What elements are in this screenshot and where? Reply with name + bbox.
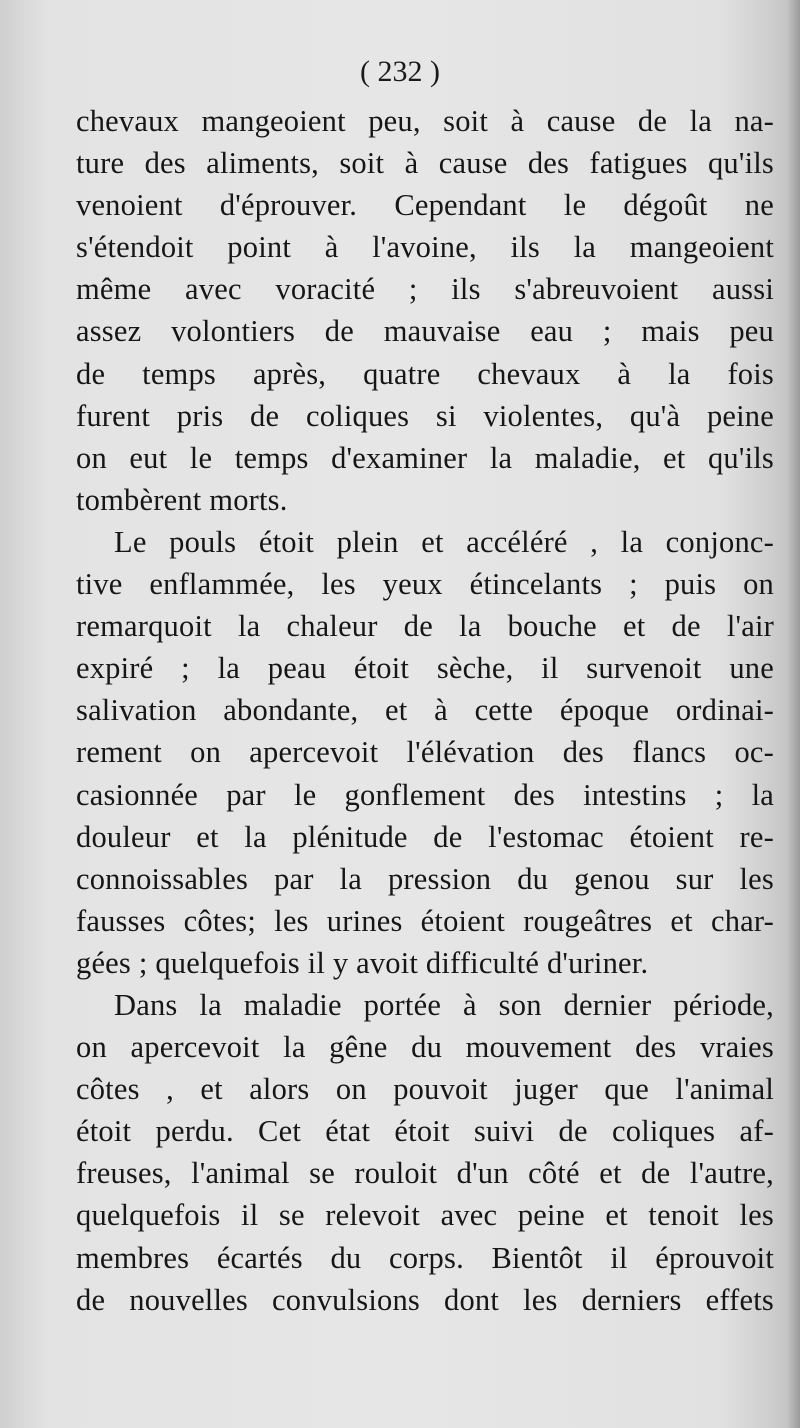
text-line: membres écartés du corps. Bientôt il éprouvoit <box>76 1240 774 1275</box>
text-line: Dans la maladie portée à son dernier période, <box>114 987 774 1022</box>
text-line: chevaux mangeoient peu, soit à cause de la na- <box>76 104 774 138</box>
text-line: assez volontiers de mauvaise eau ; mais peu <box>76 314 774 349</box>
text-line: de nouvelles convulsions dont les derniers effets <box>76 1282 774 1317</box>
text-line: furent pris de coliques si violentes, qu'à peine <box>76 398 774 433</box>
text-line: Le pouls étoit plein et accéléré , la conjonc- <box>114 524 774 559</box>
text-line: freuses, l'animal se rouloit d'un côté et de l'autre, <box>76 1156 774 1191</box>
text-line: on eut le temps d'examiner la maladie, et qu'ils <box>76 440 774 475</box>
text-line: s'étendoit point à l'avoine, ils la mangeoient <box>76 230 774 265</box>
text-line: fausses côtes; les urines étoient rougeâtres et char- <box>76 903 774 938</box>
body-text <box>76 100 774 1321</box>
text-line: même avec voracité ; ils s'abreuvoient aussi <box>76 272 774 307</box>
text-line: venoient d'éprouver. Cependant le dégoût ne <box>76 188 774 223</box>
text-line: salivation abondante, et à cette époque ordinai- <box>76 693 774 728</box>
text-line: ture des aliments, soit à cause des fatigues qu'ils <box>76 146 774 181</box>
page-edge-shadow <box>786 0 800 1428</box>
text-line: côtes , et alors on pouvoit juger que l'animal <box>76 1072 774 1107</box>
text-line: expiré ; la peau étoit sèche, il survenoit une <box>76 651 774 686</box>
text-line: quelquefois il se relevoit avec peine et tenoit les <box>76 1198 774 1233</box>
text-line: étoit perdu. Cet état étoit suivi de coliques af- <box>76 1114 774 1149</box>
text-line: tive enflammée, les yeux étincelants ; puis on <box>76 567 774 602</box>
page-number: ( 232 ) <box>360 55 440 88</box>
text-line: casionnée par le gonflement des intestins ; la <box>76 777 774 812</box>
text-line: douleur et la plénitude de l'estomac étoient re- <box>76 819 774 854</box>
text-line: tombèrent morts. <box>76 482 288 517</box>
text-line: connoissables par la pression du genou sur les <box>76 861 774 896</box>
text-line: de temps après, quatre chevaux à la fois <box>76 356 774 391</box>
text-line: gées ; quelquefois il y avoit difficulté d'uriner. <box>76 945 649 980</box>
text-line: rement on apercevoit l'élévation des flancs oc- <box>76 735 774 770</box>
text-line: remarquoit la chaleur de la bouche et de l'air <box>76 609 774 644</box>
text-line: on apercevoit la gêne du mouvement des vraies <box>76 1030 774 1065</box>
